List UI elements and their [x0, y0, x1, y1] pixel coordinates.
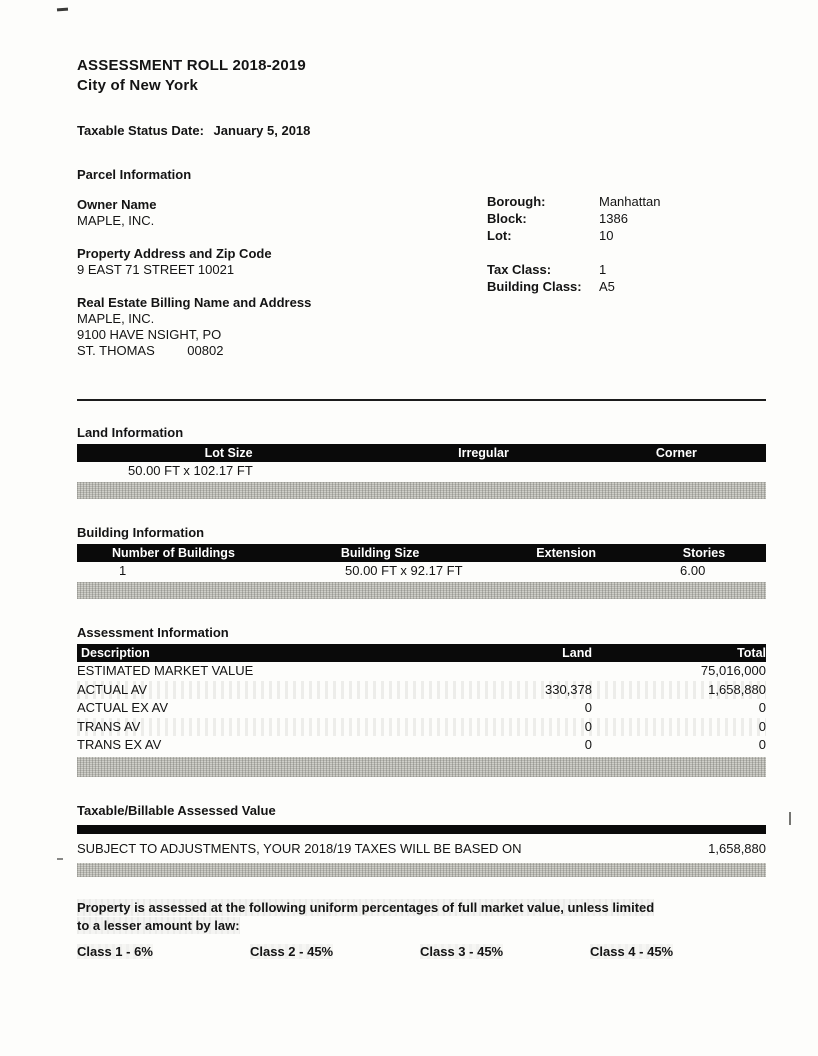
building-size-header: Building Size — [340, 546, 420, 560]
building-class-row — [487, 278, 757, 295]
property-address-value: 9 EAST 71 STREET 10021 — [77, 262, 235, 277]
land-table-row — [77, 462, 766, 480]
assessment-row — [77, 736, 766, 755]
scan-noise-bar — [77, 482, 766, 499]
lot-row — [487, 227, 757, 244]
taxable-billable-heading: Taxable/Billable Assessed Value — [77, 802, 276, 818]
assessment-row-description: ESTIMATED MARKET VALUE — [77, 663, 254, 678]
building-information-section — [77, 525, 766, 599]
total-column-header: Total — [737, 646, 766, 660]
scan-artifact — [789, 812, 791, 825]
class-2-percentage: Class 2 - 45% — [250, 943, 334, 959]
assessment-row-land: 0 — [584, 737, 592, 752]
block-value: 1386 — [599, 211, 628, 226]
lot-label: Lot: — [487, 228, 512, 243]
tax-class-value: 1 — [599, 262, 607, 277]
land-table-header — [77, 444, 766, 462]
assessment-row-total: 0 — [758, 737, 766, 752]
scan-noise-bar — [77, 863, 766, 877]
owner-group — [77, 197, 457, 229]
assessment-row — [77, 699, 766, 718]
scan-noise-bar — [77, 757, 766, 777]
property-address-label: Property Address and Zip Code — [77, 246, 272, 261]
assessment-row-land: 330,378 — [545, 681, 592, 697]
land-information-heading: Land Information — [77, 425, 184, 440]
corner-header: Corner — [655, 446, 697, 460]
borough-value: Manhattan — [599, 194, 661, 209]
billing-group — [77, 295, 457, 359]
assessment-row-land: 0 — [584, 718, 592, 734]
assessment-row-total: 75,016,000 — [700, 663, 766, 678]
assessment-row-description: TRANS AV — [77, 718, 141, 734]
owner-name-label: Owner Name — [77, 197, 157, 212]
block-row — [487, 210, 757, 227]
description-header: Description — [81, 646, 150, 660]
parcel-left-column — [77, 197, 457, 359]
note-line1: Property is assessed at the following uniform percentages of full market value, unless limited — [77, 899, 655, 915]
lot-size-value: 50.00 FT x 102.17 FT — [128, 463, 253, 478]
scan-artifact — [57, 858, 63, 860]
class-percentages-row — [77, 943, 766, 960]
assessment-row-total: 0 — [758, 700, 766, 715]
assessment-row-description: TRANS EX AV — [77, 737, 162, 752]
parcel-section — [77, 194, 766, 359]
land-column-header: Land — [562, 646, 592, 660]
taxable-amount: 1,658,880 — [708, 840, 766, 856]
billing-name: MAPLE, INC. — [77, 311, 155, 326]
assessment-row-land: 0 — [584, 700, 592, 715]
assessment-information-section — [77, 625, 766, 777]
class-3-percentage: Class 3 - 45% — [420, 943, 504, 959]
document-title: ASSESSMENT ROLL 2018-2019 — [77, 57, 306, 74]
building-table-row — [77, 562, 766, 580]
extension-header: Extension — [536, 546, 597, 560]
class-1-percentage: Class 1 - 6% — [77, 943, 153, 959]
assessment-row — [77, 718, 766, 737]
assessment-row-total: 1,658,880 — [708, 681, 766, 697]
billing-address-line1: 9100 HAVE NSIGHT, PO — [77, 327, 222, 342]
assessment-row-land — [432, 662, 592, 681]
tax-class-row — [487, 261, 757, 278]
number-of-buildings-header: Number of Buildings — [111, 546, 235, 560]
class-2-percentage-cell — [250, 943, 420, 960]
building-table-header — [77, 544, 766, 562]
assessment-row — [77, 681, 766, 700]
borough-label: Borough: — [487, 194, 546, 209]
block-label: Block: — [487, 211, 527, 226]
class-3-percentage-cell — [420, 943, 590, 960]
class-4-percentage: Class 4 - 45% — [590, 943, 674, 959]
building-size-value: 50.00 FT x 92.17 FT — [345, 563, 463, 578]
billing-address-line2: ST. THOMAS 00802 — [77, 343, 224, 358]
assessment-row-description: ACTUAL AV — [77, 681, 148, 697]
class-4-percentage-cell — [590, 943, 766, 960]
section-divider-rule — [77, 399, 766, 401]
land-information-section — [77, 425, 766, 499]
taxable-status-date-label: Taxable Status Date: — [77, 123, 204, 138]
uniform-percentage-note — [77, 899, 766, 960]
stories-header: Stories — [682, 546, 726, 560]
scan-artifact — [57, 8, 68, 12]
building-information-heading: Building Information — [77, 525, 205, 540]
property-address-group — [77, 246, 457, 278]
assessment-information-heading: Assessment Information — [77, 625, 229, 640]
document-content — [77, 56, 766, 960]
lot-size-header: Lot Size — [204, 446, 253, 460]
borough-row — [487, 193, 757, 210]
taxable-status-date-value: January 5, 2018 — [213, 123, 311, 138]
tax-class-label: Tax Class: — [487, 262, 552, 277]
taxable-billable-section — [77, 803, 766, 877]
number-of-buildings-value: 1 — [119, 563, 127, 578]
parcel-section-heading: Parcel Information — [77, 167, 192, 182]
class-1-percentage-cell — [77, 943, 250, 960]
building-class-value: A5 — [599, 279, 615, 294]
taxable-statement-row — [77, 840, 766, 857]
lot-value: 10 — [599, 228, 614, 243]
scan-noise-bar — [77, 582, 766, 599]
assessment-row-description: ACTUAL EX AV — [77, 700, 169, 715]
building-class-label: Building Class: — [487, 279, 582, 294]
taxable-status-date — [77, 122, 766, 139]
irregular-header: Irregular — [458, 446, 509, 460]
taxable-statement: SUBJECT TO ADJUSTMENTS, YOUR 2018/19 TAXES WILL BE BASED ON — [77, 840, 522, 856]
owner-name-value: MAPLE, INC. — [77, 213, 155, 228]
assessment-row-total: 0 — [758, 718, 766, 734]
stories-value: 6.00 — [680, 563, 706, 578]
taxable-header-bar — [77, 825, 766, 834]
billing-label: Real Estate Billing Name and Address — [77, 295, 312, 310]
assessment-row — [77, 662, 766, 681]
note-line2: to a lesser amount by law: — [77, 917, 240, 933]
assessment-table-header — [77, 644, 766, 662]
parcel-right-column — [487, 193, 757, 295]
document-subtitle: City of New York — [77, 77, 199, 94]
